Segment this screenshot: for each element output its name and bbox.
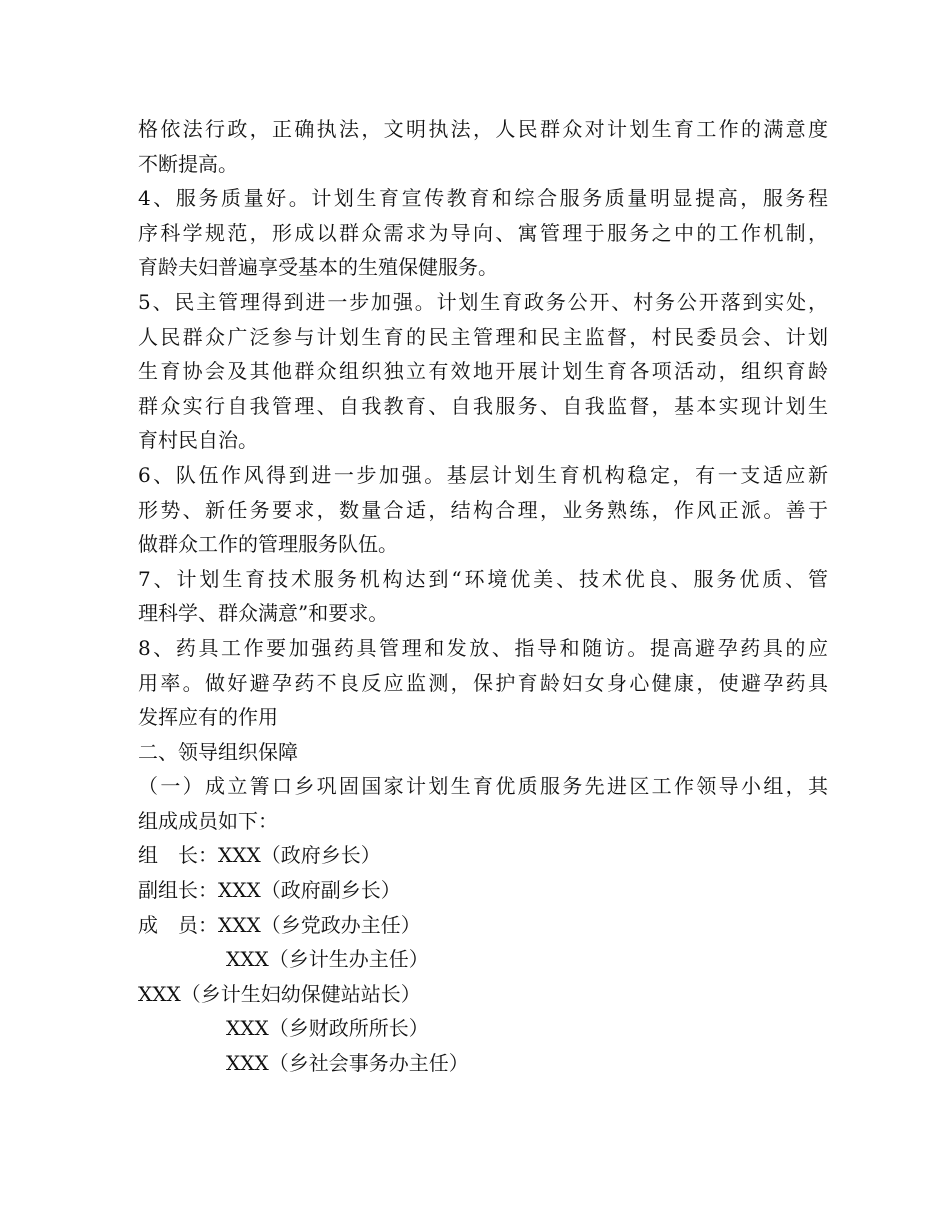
paragraph-line: 组成成员如下： bbox=[138, 808, 278, 833]
document-body bbox=[138, 112, 828, 1081]
paragraph-line: 育村民自治。 bbox=[138, 428, 258, 453]
paragraph-line: 8、药具工作要加强药具管理和发放、指导和随访。提高避孕药具的应 bbox=[138, 635, 828, 660]
paragraph-line: 6、队伍作风得到进一步加强。基层计划生育机构稳定，有一支适应新 bbox=[138, 462, 828, 487]
member-line: XXX（乡财政所所长） bbox=[226, 1016, 429, 1041]
paragraph-line: 序科学规范，形成以群众需求为导向、寓管理于服务之中的工作机制， bbox=[138, 220, 828, 245]
paragraph-line: 育龄夫妇普遍享受基本的生殖保健服务。 bbox=[138, 255, 498, 280]
paragraph-line: 5、民主管理得到进一步加强。计划生育政务公开、村务公开落到实处， bbox=[138, 289, 828, 314]
member-line: XXX（乡计生办主任） bbox=[226, 947, 429, 972]
paragraph-line: 7、计划生育技术服务机构达到“环境优美、技术优良、服务优质、管 bbox=[138, 566, 828, 591]
paragraph-line: 不断提高。 bbox=[138, 151, 238, 176]
paragraph-line: 发挥应有的作用 bbox=[138, 705, 278, 730]
paragraph-line: 生育协会及其他群众组织独立有效地开展计划生育各项活动，组织育龄 bbox=[138, 359, 828, 384]
paragraph-line: 用率。做好避孕药不良反应监测，保护育龄妇女身心健康，使避孕药具 bbox=[138, 670, 828, 695]
paragraph-line: 4、服务质量好。计划生育宣传教育和综合服务质量明显提高，服务程 bbox=[138, 186, 828, 211]
member-line: 成 员：XXX（乡党政办主任） bbox=[138, 912, 421, 937]
member-line: 副组长：XXX（政府副乡长） bbox=[138, 878, 401, 903]
member-line: XXX（乡计生妇幼保健站站长） bbox=[138, 981, 421, 1006]
paragraph-line: 形势、新任务要求，数量合适，结构合理，业务熟练，作风正派。善于 bbox=[138, 497, 828, 522]
member-line: 组 长：XXX（政府乡长） bbox=[138, 843, 381, 868]
paragraph-line: 人民群众广泛参与计划生育的民主管理和民主监督，村民委员会、计划 bbox=[138, 324, 828, 349]
paragraph-line: 格依法行政，正确执法，文明执法，人民群众对计划生育工作的满意度 bbox=[138, 117, 828, 141]
paragraph-line: 理科学、群众满意”和要求。 bbox=[138, 601, 389, 626]
paragraph-line: 做群众工作的管理服务队伍。 bbox=[138, 532, 398, 557]
paragraph-line: 群众实行自我管理、自我教育、自我服务、自我监督，基本实现计划生 bbox=[138, 393, 828, 418]
member-line: XXX（乡社会事务办主任） bbox=[226, 1051, 469, 1076]
paragraph-line: （一）成立箐口乡巩固国家计划生育优质服务先进区工作领导小组，其 bbox=[138, 774, 828, 799]
section-heading: 二、领导组织保障 bbox=[138, 739, 298, 764]
